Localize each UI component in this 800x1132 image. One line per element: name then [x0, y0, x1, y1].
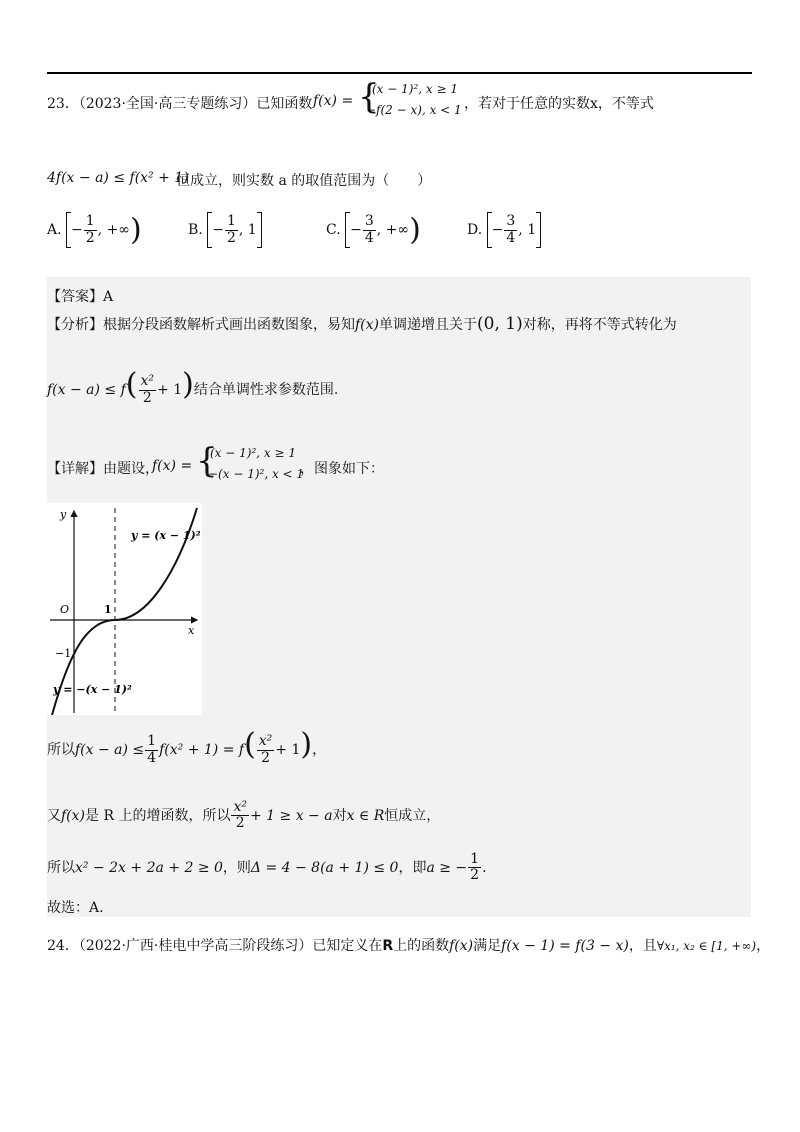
analysis-line-1: 【分析】根据分段函数解析式画出函数图象，易知f(x)单调递增且关于(0, 1)对称，再将不等式转化为 [47, 314, 677, 334]
option-b[interactable]: B. − $\frac{1}{2}$ , 1 [188, 212, 262, 248]
answer: 【答案】A [47, 289, 114, 305]
graph-svg [47, 503, 202, 715]
curve-lower [52, 620, 115, 715]
q23-suffix: ，若对于任意的实数x，不等式 [464, 96, 654, 112]
q23-case1: (x − 1)², x ≥ 1 [372, 82, 458, 96]
option-d[interactable]: D. − $\frac{3}{4}$ , 1 [467, 212, 541, 248]
so-line-2: 所以x² − 2x + 2a + 2 ≥ 0，则Δ = 4 − 8(a + 1) ≤ 0，即a ≥ − $\frac{1}{2}$ . [47, 851, 487, 884]
q24-line: 24．（2022·广西·桂电中学高三阶段练习）已知定义在R上的函数f(x)满足f(x − 1) = f(3 − x)，且∀x₁, x₂ ∈ [1, +∞)， [47, 938, 771, 954]
q23-case2: −f(2 − x), x < 1 [366, 103, 462, 117]
q23-ineq-suffix: 恒成立，则实数 a 的取值范围为（ ） [176, 173, 432, 189]
option-c-label: C. [326, 222, 341, 238]
option-a-label: A. [47, 222, 62, 238]
choose-line: 故选：A. [47, 900, 104, 916]
detail-case1: (x − 1)², x ≥ 1 [210, 446, 296, 460]
tick-neg1: −1 [55, 647, 72, 660]
so-line-1: 所以f(x − a) ≤ $\frac{1}{4}$ f(x² + 1) = f( $\frac{\text{x²}}{2}$ + 1)， [47, 727, 327, 766]
function-graph [47, 503, 202, 715]
curve-upper-label: y = (x − 1)² [131, 529, 201, 542]
detail-fx: f(x) = [152, 458, 193, 474]
q23-brace: { [358, 77, 380, 117]
option-b-label: B. [188, 222, 203, 238]
detail-case2: −(x − 1)², x < 1 [208, 467, 305, 481]
q23-ineq: 4f(x − a) ≤ f(x² + 1) [47, 170, 189, 186]
option-a[interactable]: A. − $\frac{1}{2}$ , +∞) [47, 212, 142, 248]
q23-fx: f(x) = [313, 93, 354, 109]
detail-brace: { [196, 441, 218, 481]
q23-prefix: 23．（2023·全国·高三专题练习）已知函数 [47, 96, 313, 112]
x-label: x [188, 624, 195, 637]
top-rule [47, 72, 752, 74]
curve-upper [115, 508, 197, 620]
tick-1: 1 [104, 603, 112, 616]
detail-2: ，图象如下： [300, 461, 384, 477]
also-line: 又f(x)是 R 上的增函数，所以 $\frac{\text{x²}}{2}$ + 1 ≥ x − a对x ∈ R恒成立， [47, 799, 441, 832]
y-label: y [60, 508, 67, 521]
option-d-label: D. [467, 222, 483, 238]
curve-lower-label: y = −(x − 1)² [53, 683, 132, 696]
analysis-line-2: f(x − a) ≤ f( $\frac{\text{x²}}{2}$ + 1)结合单调性求参数范围. [47, 367, 339, 406]
origin-label: O [60, 603, 70, 616]
detail-1: 【详解】由题设， [47, 461, 159, 477]
option-c[interactable]: C. − $\frac{3}{4}$ , +∞) [326, 212, 421, 248]
